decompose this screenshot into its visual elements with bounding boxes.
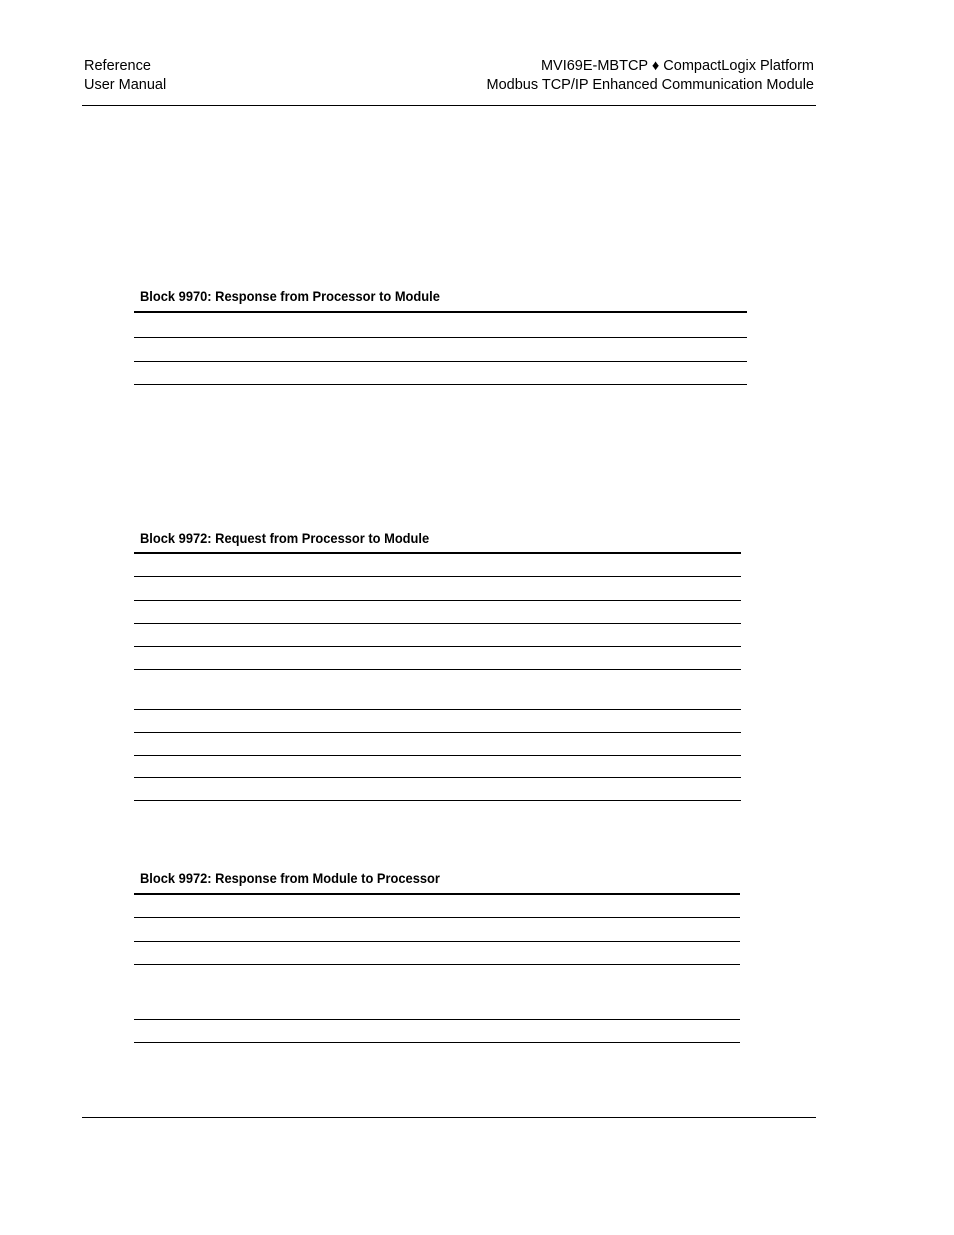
table-row-rule [134,755,741,756]
table-caption: Block 9972: Request from Processor to Module [140,530,430,546]
table-bottom-rule [134,800,741,801]
table-top-rule [134,311,747,313]
table-row-rule [134,600,741,601]
table-row-rule [134,361,747,362]
header-product-title: MVI69E-MBTCP ♦ CompactLogix Platform [540,58,814,74]
table-row-rule [134,709,741,710]
table-row-rule [134,964,740,965]
header-document-type: User Manual [84,77,167,93]
header-divider [82,105,816,106]
table-block-9972-response [134,869,740,1045]
table-top-rule [134,552,741,554]
table-block-9970-response [134,287,747,387]
table-header-rule [134,576,741,577]
table-bottom-rule [134,384,747,385]
table-row-rule [134,777,741,778]
table-row-rule [134,669,741,670]
table-caption: Block 9972: Response from Module to Processor [140,870,440,886]
table-block-9972-request [134,529,741,804]
table-header-rule [134,337,747,338]
table-header-rule [134,917,740,918]
header-left [84,57,166,95]
footer-divider [82,1117,816,1118]
table-row-rule [134,646,741,647]
table-row-rule [134,941,740,942]
table-top-rule [134,893,740,895]
table-bottom-rule [134,1042,740,1043]
table-row-rule [134,1019,740,1020]
header-product-subtitle: Modbus TCP/IP Enhanced Communication Module [486,77,814,93]
header-right [486,57,814,95]
table-caption: Block 9970: Response from Processor to Module [140,288,440,304]
table-row-rule [134,732,741,733]
header-section-title: Reference [84,58,151,74]
table-row-rule [134,623,741,624]
